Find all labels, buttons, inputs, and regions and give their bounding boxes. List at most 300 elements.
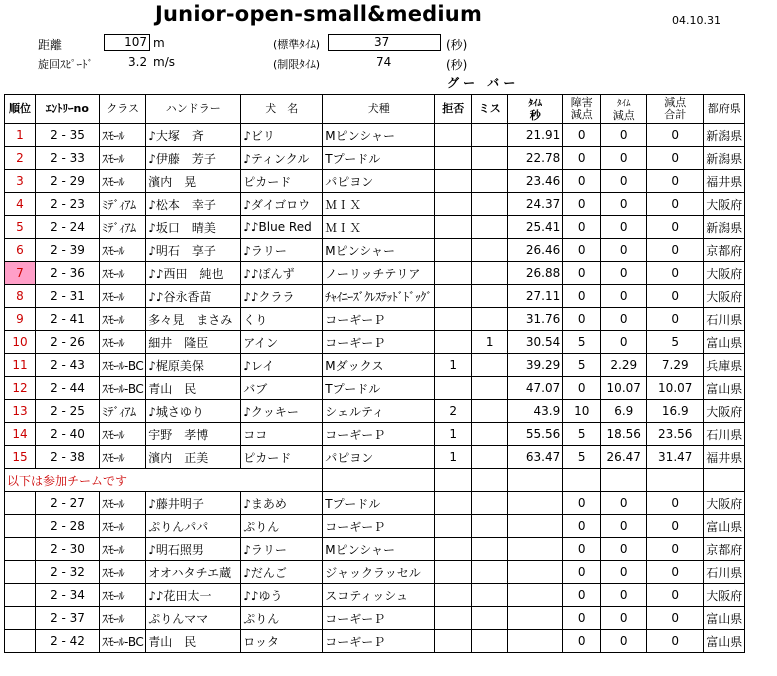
timepen-cell: 0 bbox=[601, 285, 647, 308]
col-time bbox=[508, 95, 563, 124]
refusal-cell bbox=[435, 262, 472, 285]
breed-cell: ＭＩＸ bbox=[323, 193, 435, 216]
col-total-top: 減点 bbox=[664, 96, 687, 109]
total-cell: 0 bbox=[647, 607, 704, 630]
miss-cell bbox=[472, 400, 508, 423]
total-cell: 0 bbox=[647, 561, 704, 584]
pref-cell: 兵庫県 bbox=[704, 354, 745, 377]
obstacle-cell: 0 bbox=[563, 515, 601, 538]
timepen-cell: 0 bbox=[601, 515, 647, 538]
dog-cell: ピカード bbox=[241, 446, 323, 469]
miss-cell bbox=[472, 561, 508, 584]
miss-cell bbox=[472, 193, 508, 216]
distance-unit: m bbox=[153, 36, 165, 50]
handler-cell: ♪♪西田 純也 bbox=[146, 262, 241, 285]
refusal-cell bbox=[435, 216, 472, 239]
col-obstacle-bottom: 減点 bbox=[570, 108, 593, 121]
std-time-value: 37 bbox=[374, 35, 390, 49]
total-cell: 23.56 bbox=[647, 423, 704, 446]
breed-cell: Mピンシャー bbox=[323, 124, 435, 147]
pref-cell: 石川県 bbox=[704, 561, 745, 584]
class-cell: ｽﾓｰﾙ bbox=[100, 607, 146, 630]
obstacle-cell: 0 bbox=[563, 492, 601, 515]
handler-cell: ♪梶原美保 bbox=[146, 354, 241, 377]
obstacle-cell: 0 bbox=[563, 308, 601, 331]
total-cell: 0 bbox=[647, 262, 704, 285]
class-cell: ｽﾓｰﾙ bbox=[100, 170, 146, 193]
entry-cell: 2 - 26 bbox=[36, 331, 100, 354]
total-cell: 16.9 bbox=[647, 400, 704, 423]
entry-cell: 2 - 43 bbox=[36, 354, 100, 377]
refusal-cell bbox=[435, 170, 472, 193]
class-cell: ｽﾓｰﾙ bbox=[100, 331, 146, 354]
handler-cell: ♪城さゆり bbox=[146, 400, 241, 423]
distance-value: 107 bbox=[124, 35, 147, 49]
list-item bbox=[5, 492, 745, 515]
refusal-cell: 1 bbox=[435, 423, 472, 446]
timepen-cell: 0 bbox=[601, 262, 647, 285]
rank-cell: 13 bbox=[5, 400, 36, 423]
miss-cell bbox=[472, 584, 508, 607]
refusal-cell bbox=[435, 630, 472, 653]
entry-cell: 2 - 42 bbox=[36, 630, 100, 653]
refusal-cell bbox=[435, 561, 472, 584]
total-cell: 0 bbox=[647, 584, 704, 607]
class-cell: ｽﾓｰﾙ bbox=[100, 446, 146, 469]
timepen-cell: 0 bbox=[601, 124, 647, 147]
entry-cell: 2 - 24 bbox=[36, 216, 100, 239]
refusal-cell bbox=[435, 147, 472, 170]
refusal-cell bbox=[435, 538, 472, 561]
limit-time-label: (制限ﾀｲﾑ) bbox=[273, 58, 321, 71]
col-entry: ｴﾝﾄﾘｰno bbox=[36, 95, 100, 124]
col-rank: 順位 bbox=[5, 95, 36, 124]
refusal-cell: 1 bbox=[435, 446, 472, 469]
table-row bbox=[5, 147, 745, 170]
limit-time-unit: (秒) bbox=[446, 58, 468, 72]
obstacle-cell: 5 bbox=[563, 423, 601, 446]
breed-cell: コーギーＰ bbox=[323, 607, 435, 630]
list-item bbox=[5, 607, 745, 630]
time-cell bbox=[508, 607, 563, 630]
time-cell: 27.11 bbox=[508, 285, 563, 308]
time-cell bbox=[508, 538, 563, 561]
total-cell: 5 bbox=[647, 331, 704, 354]
speed-label: 旋回ｽﾋﾟｰﾄﾞ bbox=[38, 58, 93, 71]
refusal-cell bbox=[435, 584, 472, 607]
class-cell: ｽﾓｰﾙ-BC bbox=[100, 354, 146, 377]
time-cell: 30.54 bbox=[508, 331, 563, 354]
table-row bbox=[5, 446, 745, 469]
col-total-bottom: 合計 bbox=[664, 108, 687, 121]
total-cell: 0 bbox=[647, 216, 704, 239]
class-cell: ｽﾓｰﾙ bbox=[100, 423, 146, 446]
rank-cell bbox=[5, 538, 36, 561]
table-row bbox=[5, 262, 745, 285]
refusal-cell bbox=[435, 607, 472, 630]
miss-cell bbox=[472, 308, 508, 331]
entry-cell: 2 - 41 bbox=[36, 308, 100, 331]
dog-cell: ピカード bbox=[241, 170, 323, 193]
obstacle-cell: 0 bbox=[563, 147, 601, 170]
dog-cell: ♪ラリー bbox=[241, 538, 323, 561]
timepen-cell: 0 bbox=[601, 147, 647, 170]
entry-cell: 2 - 33 bbox=[36, 147, 100, 170]
class-cell: ｽﾓｰﾙ bbox=[100, 239, 146, 262]
pref-cell: 新潟県 bbox=[704, 124, 745, 147]
handler-cell: 濱内 正美 bbox=[146, 446, 241, 469]
distance-label: 距離 bbox=[38, 38, 63, 52]
table-row bbox=[5, 377, 745, 400]
pref-cell: 大阪府 bbox=[704, 193, 745, 216]
timepen-cell: 0 bbox=[601, 561, 647, 584]
total-cell: 7.29 bbox=[647, 354, 704, 377]
rank-cell: 2 bbox=[5, 147, 36, 170]
miss-cell bbox=[472, 285, 508, 308]
refusal-cell bbox=[435, 239, 472, 262]
entry-cell: 2 - 23 bbox=[36, 193, 100, 216]
timepen-cell: 18.56 bbox=[601, 423, 647, 446]
pref-cell: 大阪府 bbox=[704, 285, 745, 308]
pref-cell: 福井県 bbox=[704, 446, 745, 469]
dog-cell: ♪♪クララ bbox=[241, 285, 323, 308]
breed-cell: ﾁｬｲﾆｰｽﾞｸﾚｽﾃｯﾄﾞﾄﾞｯｸﾞ bbox=[323, 285, 435, 308]
list-item bbox=[5, 584, 745, 607]
pref-cell: 新潟県 bbox=[704, 216, 745, 239]
std-time-label: (標準ﾀｲﾑ) bbox=[273, 38, 321, 51]
timepen-cell: 0 bbox=[601, 239, 647, 262]
rank-cell: 9 bbox=[5, 308, 36, 331]
dog-cell: ♪ビリ bbox=[241, 124, 323, 147]
timepen-cell: 0 bbox=[601, 193, 647, 216]
handler-cell: ぷりんママ bbox=[146, 607, 241, 630]
refusal-cell bbox=[435, 331, 472, 354]
handler-cell: ♪藤井明子 bbox=[146, 492, 241, 515]
total-cell: 0 bbox=[647, 308, 704, 331]
breed-cell: シェルティ bbox=[323, 400, 435, 423]
class-cell: ｽﾓｰﾙ bbox=[100, 147, 146, 170]
handler-cell: ぷりんパパ bbox=[146, 515, 241, 538]
limit-time-value: 74 bbox=[376, 55, 392, 69]
col-timepen-top: ﾀｲﾑ bbox=[616, 98, 631, 109]
handler-cell: 濱内 晃 bbox=[146, 170, 241, 193]
handler-cell: 細井 隆臣 bbox=[146, 331, 241, 354]
entry-cell: 2 - 31 bbox=[36, 285, 100, 308]
rank-cell bbox=[5, 515, 36, 538]
rank-cell: 15 bbox=[5, 446, 36, 469]
time-cell: 26.88 bbox=[508, 262, 563, 285]
miss-cell bbox=[472, 124, 508, 147]
breed-cell: ＭＩＸ bbox=[323, 216, 435, 239]
dog-cell: ココ bbox=[241, 423, 323, 446]
breed-cell: スコティッシュ bbox=[323, 584, 435, 607]
obstacle-cell: 5 bbox=[563, 354, 601, 377]
class-cell: ｽﾓｰﾙ bbox=[100, 492, 146, 515]
handler-cell: ♪♪花田太一 bbox=[146, 584, 241, 607]
miss-cell bbox=[472, 354, 508, 377]
dog-cell: ♪だんご bbox=[241, 561, 323, 584]
time-cell: 24.37 bbox=[508, 193, 563, 216]
table-row bbox=[5, 124, 745, 147]
timepen-cell: 0 bbox=[601, 607, 647, 630]
col-dog: 犬 名 bbox=[241, 95, 323, 124]
table-row bbox=[5, 216, 745, 239]
breed-cell: ノーリッチテリア bbox=[323, 262, 435, 285]
timepen-cell: 10.07 bbox=[601, 377, 647, 400]
total-cell: 10.07 bbox=[647, 377, 704, 400]
breed-cell: Mダックス bbox=[323, 354, 435, 377]
pref-cell: 京都府 bbox=[704, 538, 745, 561]
timepen-cell: 6.9 bbox=[601, 400, 647, 423]
dog-cell: ♪♪Blue Red bbox=[241, 216, 323, 239]
time-cell bbox=[508, 561, 563, 584]
refusal-cell bbox=[435, 377, 472, 400]
col-time-top: ﾀｲﾑ bbox=[528, 98, 542, 109]
total-cell: 0 bbox=[647, 124, 704, 147]
miss-cell bbox=[472, 170, 508, 193]
class-cell: ｽﾓｰﾙ bbox=[100, 584, 146, 607]
page-title: Junior-open-small&medium bbox=[155, 2, 483, 26]
results-table bbox=[4, 94, 745, 653]
obstacle-cell: 0 bbox=[563, 561, 601, 584]
miss-cell bbox=[472, 216, 508, 239]
entry-cell: 2 - 28 bbox=[36, 515, 100, 538]
separator-label: 以下は参加チームです bbox=[5, 469, 323, 492]
breed-cell: コーギーＰ bbox=[323, 630, 435, 653]
pref-cell: 新潟県 bbox=[704, 147, 745, 170]
separator-row bbox=[5, 469, 745, 492]
handler-cell: ♪大塚 斉 bbox=[146, 124, 241, 147]
class-cell: ﾐﾃﾞｨｱﾑ bbox=[100, 193, 146, 216]
pref-cell: 大阪府 bbox=[704, 492, 745, 515]
breed-cell: コーギーＰ bbox=[323, 331, 435, 354]
col-miss: ミス bbox=[472, 95, 508, 124]
rank-cell: 3 bbox=[5, 170, 36, 193]
dog-cell: ♪まあめ bbox=[241, 492, 323, 515]
entry-cell: 2 - 37 bbox=[36, 607, 100, 630]
col-class: クラス bbox=[100, 95, 146, 124]
rank-cell: 8 bbox=[5, 285, 36, 308]
entry-cell: 2 - 36 bbox=[36, 262, 100, 285]
timepen-cell: 0 bbox=[601, 170, 647, 193]
time-cell: 55.56 bbox=[508, 423, 563, 446]
dog-cell: ♪クッキー bbox=[241, 400, 323, 423]
dog-cell: ぷりん bbox=[241, 607, 323, 630]
entry-cell: 2 - 39 bbox=[36, 239, 100, 262]
entry-cell: 2 - 35 bbox=[36, 124, 100, 147]
entry-cell: 2 - 32 bbox=[36, 561, 100, 584]
dog-cell: ロッタ bbox=[241, 630, 323, 653]
handler-cell: ♪明石 享子 bbox=[146, 239, 241, 262]
col-timepen-bottom: 減点 bbox=[612, 108, 635, 122]
pref-cell: 富山県 bbox=[704, 515, 745, 538]
timepen-cell: 2.29 bbox=[601, 354, 647, 377]
timepen-cell: 26.47 bbox=[601, 446, 647, 469]
rank-cell bbox=[5, 584, 36, 607]
obstacle-cell: 0 bbox=[563, 538, 601, 561]
time-cell: 47.07 bbox=[508, 377, 563, 400]
col-refusal: 拒否 bbox=[435, 95, 472, 124]
time-cell: 26.46 bbox=[508, 239, 563, 262]
time-cell: 43.9 bbox=[508, 400, 563, 423]
entry-cell: 2 - 30 bbox=[36, 538, 100, 561]
speed-value: 3.2 bbox=[128, 55, 148, 69]
pref-cell: 石川県 bbox=[704, 308, 745, 331]
miss-cell bbox=[472, 377, 508, 400]
breed-cell: パピヨン bbox=[323, 446, 435, 469]
entry-cell: 2 - 38 bbox=[36, 446, 100, 469]
timepen-cell: 0 bbox=[601, 216, 647, 239]
speed-unit: m/s bbox=[153, 55, 175, 69]
miss-cell bbox=[472, 262, 508, 285]
time-cell: 39.29 bbox=[508, 354, 563, 377]
miss-cell bbox=[472, 446, 508, 469]
pref-cell: 富山県 bbox=[704, 607, 745, 630]
list-item bbox=[5, 561, 745, 584]
handler-cell: ♪明石照男 bbox=[146, 538, 241, 561]
dog-cell: バブ bbox=[241, 377, 323, 400]
group-label: グ ー バ ー bbox=[447, 76, 516, 90]
rank-cell bbox=[5, 561, 36, 584]
time-cell: 25.41 bbox=[508, 216, 563, 239]
rank-cell: 7 bbox=[5, 262, 36, 285]
rank-cell: 14 bbox=[5, 423, 36, 446]
timepen-cell: 0 bbox=[601, 584, 647, 607]
time-cell: 22.78 bbox=[508, 147, 563, 170]
total-cell: 31.47 bbox=[647, 446, 704, 469]
list-item bbox=[5, 538, 745, 561]
miss-cell: 1 bbox=[472, 331, 508, 354]
time-cell: 63.47 bbox=[508, 446, 563, 469]
dog-cell: ♪ティンクル bbox=[241, 147, 323, 170]
rank-cell bbox=[5, 492, 36, 515]
participant-rows bbox=[5, 492, 745, 653]
col-obstacle-top: 障害 bbox=[570, 96, 593, 109]
class-cell: ｽﾓｰﾙ-BC bbox=[100, 630, 146, 653]
time-cell: 31.76 bbox=[508, 308, 563, 331]
obstacle-cell: 5 bbox=[563, 331, 601, 354]
dog-cell: アイン bbox=[241, 331, 323, 354]
breed-cell: コーギーＰ bbox=[323, 515, 435, 538]
handler-cell: 宇野 孝博 bbox=[146, 423, 241, 446]
table-row bbox=[5, 285, 745, 308]
refusal-cell bbox=[435, 285, 472, 308]
class-cell: ｽﾓｰﾙ bbox=[100, 515, 146, 538]
entry-cell: 2 - 40 bbox=[36, 423, 100, 446]
pref-cell: 富山県 bbox=[704, 377, 745, 400]
miss-cell bbox=[472, 630, 508, 653]
time-cell bbox=[508, 630, 563, 653]
timepen-cell: 0 bbox=[601, 630, 647, 653]
total-cell: 0 bbox=[647, 193, 704, 216]
time-cell bbox=[508, 584, 563, 607]
time-cell bbox=[508, 515, 563, 538]
time-cell: 23.46 bbox=[508, 170, 563, 193]
table-row bbox=[5, 239, 745, 262]
refusal-cell: 2 bbox=[435, 400, 472, 423]
entry-cell: 2 - 25 bbox=[36, 400, 100, 423]
date-label: 04.10.31 bbox=[672, 14, 721, 27]
obstacle-cell: 0 bbox=[563, 239, 601, 262]
col-total bbox=[647, 95, 704, 124]
pref-cell: 大阪府 bbox=[704, 262, 745, 285]
time-cell bbox=[508, 492, 563, 515]
dog-cell: ♪ダイゴロウ bbox=[241, 193, 323, 216]
handler-cell: ♪♪谷永香苗 bbox=[146, 285, 241, 308]
timepen-cell: 0 bbox=[601, 538, 647, 561]
rank-cell: 12 bbox=[5, 377, 36, 400]
obstacle-cell: 0 bbox=[563, 193, 601, 216]
miss-cell bbox=[472, 239, 508, 262]
class-cell: ﾐﾃﾞｨｱﾑ bbox=[100, 400, 146, 423]
col-obstacle bbox=[563, 95, 601, 124]
miss-cell bbox=[472, 607, 508, 630]
total-cell: 0 bbox=[647, 170, 704, 193]
rank-cell: 11 bbox=[5, 354, 36, 377]
total-cell: 0 bbox=[647, 285, 704, 308]
pref-cell: 石川県 bbox=[704, 423, 745, 446]
breed-cell: Tプードル bbox=[323, 492, 435, 515]
total-cell: 0 bbox=[647, 147, 704, 170]
breed-cell: Mピンシャー bbox=[323, 239, 435, 262]
refusal-cell bbox=[435, 492, 472, 515]
list-item bbox=[5, 630, 745, 653]
obstacle-cell: 0 bbox=[563, 584, 601, 607]
rank-cell bbox=[5, 630, 36, 653]
handler-cell: 青山 民 bbox=[146, 630, 241, 653]
std-time-unit: (秒) bbox=[446, 38, 468, 52]
timepen-cell: 0 bbox=[601, 492, 647, 515]
col-pref: 都府県 bbox=[704, 95, 745, 124]
miss-cell bbox=[472, 538, 508, 561]
dog-cell: ぷりん bbox=[241, 515, 323, 538]
obstacle-cell: 0 bbox=[563, 607, 601, 630]
refusal-cell bbox=[435, 515, 472, 538]
class-cell: ｽﾓｰﾙ-BC bbox=[100, 377, 146, 400]
obstacle-cell: 0 bbox=[563, 216, 601, 239]
class-cell: ｽﾓｰﾙ bbox=[100, 285, 146, 308]
timepen-cell: 0 bbox=[601, 308, 647, 331]
handler-cell: ♪坂口 晴美 bbox=[146, 216, 241, 239]
obstacle-cell: 0 bbox=[563, 262, 601, 285]
breed-cell: Tプードル bbox=[323, 377, 435, 400]
entry-cell: 2 - 29 bbox=[36, 170, 100, 193]
class-cell: ｽﾓｰﾙ bbox=[100, 124, 146, 147]
rank-cell bbox=[5, 607, 36, 630]
table-row bbox=[5, 308, 745, 331]
breed-cell: コーギーＰ bbox=[323, 423, 435, 446]
class-cell: ﾐﾃﾞｨｱﾑ bbox=[100, 216, 146, 239]
rank-cell: 6 bbox=[5, 239, 36, 262]
total-cell: 0 bbox=[647, 492, 704, 515]
class-cell: ｽﾓｰﾙ bbox=[100, 308, 146, 331]
class-cell: ｽﾓｰﾙ bbox=[100, 538, 146, 561]
refusal-cell bbox=[435, 193, 472, 216]
miss-cell bbox=[472, 147, 508, 170]
pref-cell: 富山県 bbox=[704, 331, 745, 354]
header-row bbox=[5, 95, 745, 124]
pref-cell: 福井県 bbox=[704, 170, 745, 193]
handler-cell: ♪松本 幸子 bbox=[146, 193, 241, 216]
time-cell: 21.91 bbox=[508, 124, 563, 147]
entry-cell: 2 - 44 bbox=[36, 377, 100, 400]
total-cell: 0 bbox=[647, 239, 704, 262]
refusal-cell bbox=[435, 308, 472, 331]
timepen-cell: 0 bbox=[601, 331, 647, 354]
handler-cell: 青山 民 bbox=[146, 377, 241, 400]
class-cell: ｽﾓｰﾙ bbox=[100, 561, 146, 584]
entry-cell: 2 - 34 bbox=[36, 584, 100, 607]
